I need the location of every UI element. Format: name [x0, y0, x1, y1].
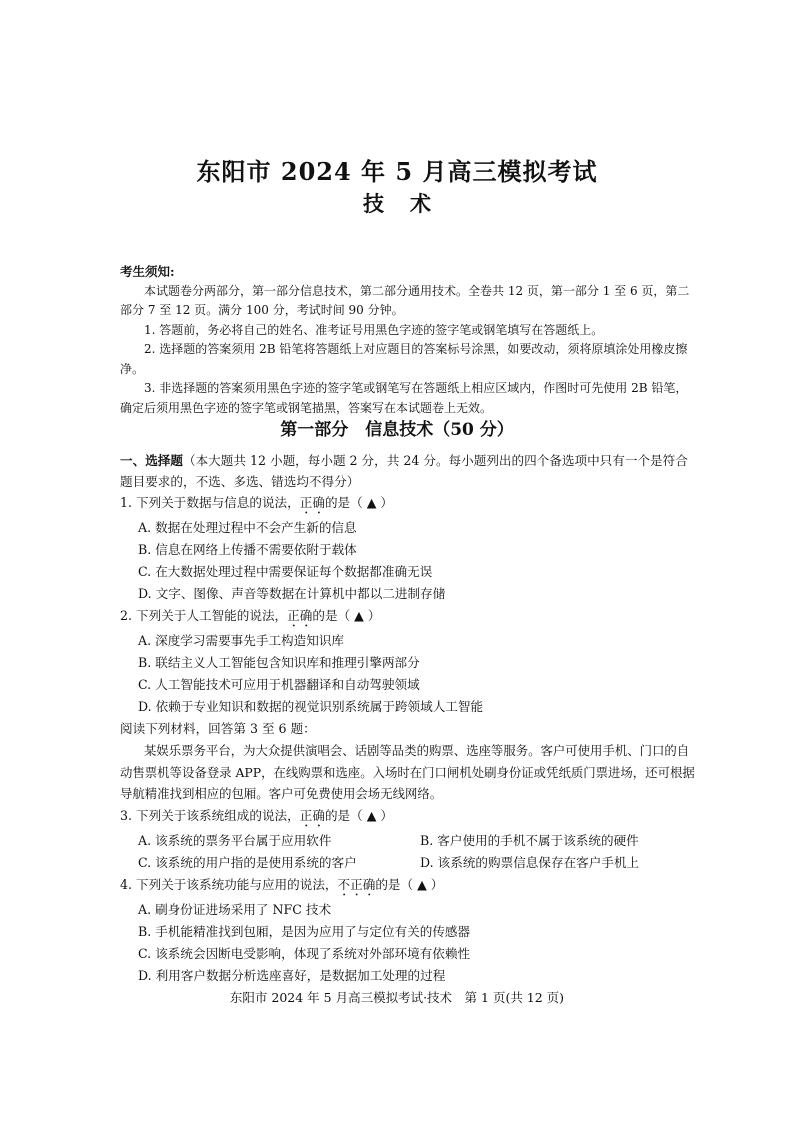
questions-area [120, 450, 696, 987]
stem-text: 3. 下列关于该系统组成的说法， [120, 807, 300, 823]
stem-text: 2. 下列关于人工智能的说法， [120, 608, 288, 623]
option: A. 深度学习需要事先手工构造知识库 [138, 633, 345, 648]
material-intro: 阅读下列材料，回答第 3 至 6 题： [120, 721, 316, 736]
exam-notes [120, 262, 692, 418]
instruction-label: 一、选择题 [120, 453, 183, 468]
stem-emphasis: 正确 [299, 807, 325, 823]
notes-line: 1. 答题前，务必将自己的姓名、准考证号用黑色字迹的签字笔或钢笔填写在答题纸上。 [144, 322, 604, 337]
option-row [120, 852, 696, 874]
stem-text: 1. 下列关于数据与信息的说法， [120, 495, 300, 510]
page-footer: 东阳市 2024 年 5 月高三模拟考试·技术 第 1 页(共 12 页) [229, 990, 565, 1005]
stem-emphasis: 不正确 [337, 876, 376, 892]
option: A. 刷身份证进场采用了 NFC 技术 [138, 901, 332, 917]
option: D. 依赖于专业知识和数据的视觉识别系统属于跨领域人工智能 [138, 699, 484, 714]
stem-text: 的是（ ▲ ） [324, 807, 394, 823]
option: B. 手机能精准找到包厢，是因为应用了与定位有关的传感器 [138, 923, 471, 939]
question-stem [120, 605, 696, 630]
option: B. 信息在网络上传播不需要依附于载体 [138, 542, 357, 557]
question-stem [120, 874, 696, 899]
reading-material: 某娱乐票务平台，为大众提供演唱会、话剧等品类的购票、选座等服务。客户可使用手机、门口的自动售票机等设备登录 APP，在线购票和选座。入场时在门口闸机处刷身份证或凭纸质门票进场，还可根据导航精准找到相应的包厢。客户可免费使用会场无线网络。 [120, 743, 695, 801]
option: C. 该系统的用户指的是使用系统的客户 [138, 854, 357, 870]
option-row [120, 830, 696, 852]
option: A. 数据在处理过程中不会产生新的信息 [138, 520, 357, 535]
question-stem [120, 492, 696, 517]
option: C. 该系统会因断电受影响，体现了系统对外部环境有依赖性 [138, 945, 471, 961]
notes-heading: 考生须知: [120, 264, 175, 279]
option: B. 联结主义人工智能包含知识库和推理引擎两部分 [138, 655, 420, 670]
option: D. 该系统的购票信息保存在客户手机上 [420, 854, 640, 870]
option: A. 该系统的票务平台属于应用软件 [138, 832, 332, 848]
exam-subject: 技术 [363, 191, 457, 216]
stem-text: 4. 下列关于该系统功能与应用的说法， [120, 876, 338, 892]
stem-emphasis: 正确 [299, 495, 325, 510]
exam-title: 东阳市 2024 年 5 月高三模拟考试 [196, 157, 598, 186]
stem-text: 的是（ ▲ ） [312, 608, 381, 623]
section-title: 第一部分 信息技术（50 分） [280, 420, 514, 440]
notes-line: 本试题卷分两部分，第一部分信息技术，第二部分通用技术。全卷共 12 页，第一部分 1 至 6 页，第二部分 7 至 12 页。满分 100 分，考试时间 90 分钟。 [120, 283, 690, 317]
option: B. 客户使用的手机不属于该系统的硬件 [420, 832, 639, 848]
notes-line: 3. 非选择题的答案须用黑色字迹的签字笔或钢笔写在答题纸上相应区域内，作图时可先使用 2B 铅笔，确定后须用黑色字迹的签字笔或钢笔描黑，答案写在本试题卷上无效。 [120, 381, 688, 415]
option: C. 人工智能技术可应用于机器翻译和自动驾驶领域 [138, 677, 420, 692]
section-instruction [120, 450, 696, 492]
option: D. 文字、图像、声音等数据在计算机中都以二进制存储 [138, 586, 446, 601]
stem-text: 的是（ ▲ ） [375, 876, 444, 892]
notes-line: 2. 选择题的答案须用 2B 铅笔将答题纸上对应题目的答案标号涂黑，如要改动，须将原填涂处用橡皮擦净。 [120, 342, 688, 376]
stem-emphasis: 正确 [287, 608, 313, 623]
question-stem [120, 805, 696, 830]
option: C. 在大数据处理过程中需要保证每个数据都准确无误 [138, 564, 433, 579]
option: D. 利用客户数据分析选座喜好，是数据加工处理的过程 [138, 967, 446, 983]
instruction-text: （本大题共 12 小题，每小题 2 分，共 24 分。每小题列出的四个备选项中只有一个是符合题目要求的，不选、多选、错选均不得分） [120, 453, 688, 489]
stem-text: 的是（ ▲ ） [324, 495, 394, 510]
